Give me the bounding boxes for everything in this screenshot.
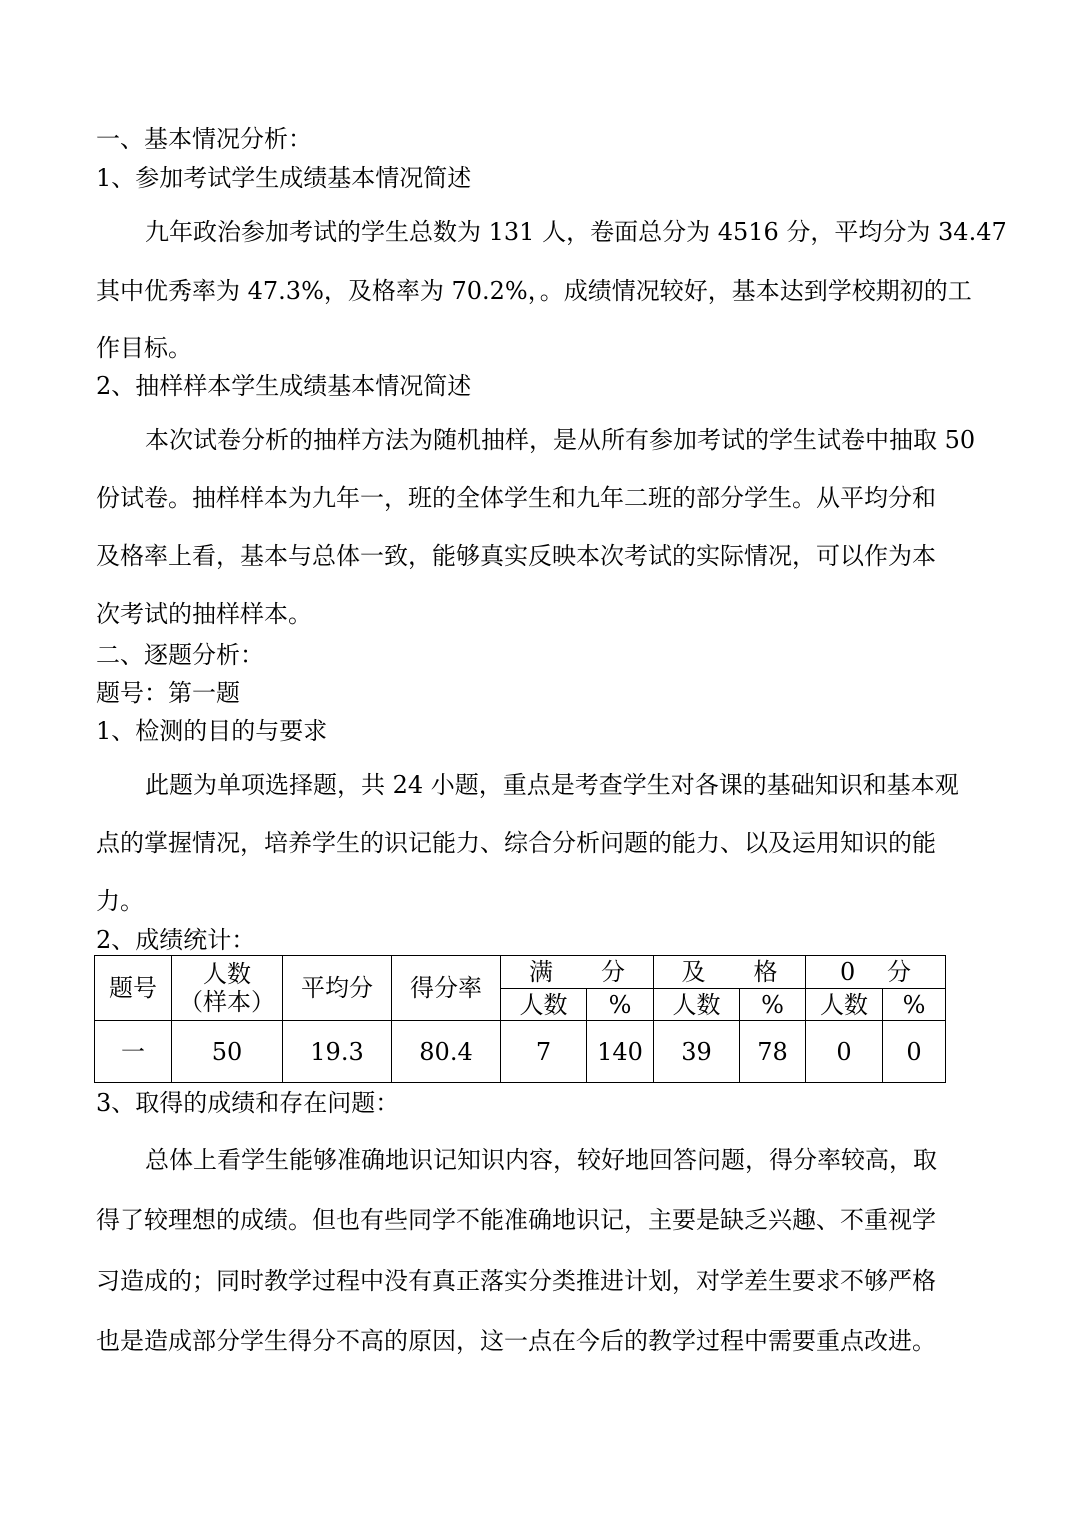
header-sample-line2: （样本） <box>179 988 275 1016</box>
section1-heading: 一、基本情况分析： <box>96 125 312 153</box>
question-label: 题号：第一题 <box>96 679 240 707</box>
cell-rate: 80.4 <box>392 1021 501 1083</box>
sub2-heading: 2、抽样样本学生成绩基本情况简述 <box>96 372 472 400</box>
header-sample-line1: 人数 <box>203 960 251 988</box>
paragraph-line: 总体上看学生能够准确地识记知识内容，较好地回答问题，得分率较高，取 <box>145 1146 937 1174</box>
header-avg: 平均分 <box>283 956 392 1021</box>
paragraph-line: 力。 <box>96 887 144 915</box>
header-question-no: 题号 <box>95 956 172 1021</box>
paragraph-line: 作目标。 <box>96 334 192 362</box>
header-rate: 得分率 <box>392 956 501 1021</box>
paragraph-line: 本次试卷分析的抽样方法为随机抽样，是从所有参加考试的学生试卷中抽取 50 <box>145 426 976 454</box>
header-full-count: 人数 <box>501 989 587 1021</box>
paragraph-line: 也是造成部分学生得分不高的原因，这一点在今后的教学过程中需要重点改进。 <box>96 1327 936 1355</box>
table-row <box>95 1021 946 1083</box>
header-sample <box>172 956 283 1021</box>
header-pass-pct: % <box>740 989 806 1021</box>
paragraph-line: 九年政治参加考试的学生总数为 131 人，卷面总分为 4516 分，平均分为 34.47 <box>145 218 1007 246</box>
header-zero-pct: % <box>883 989 946 1021</box>
section2-heading: 二、逐题分析： <box>96 641 264 669</box>
header-pass: 及 格 <box>654 956 806 989</box>
stats-heading: 2、成绩统计： <box>96 926 256 954</box>
header-zero-count: 人数 <box>806 989 883 1021</box>
cell-avg: 19.3 <box>283 1021 392 1083</box>
paragraph-line: 及格率上看，基本与总体一致，能够真实反映本次考试的实际情况，可以作为本 <box>96 542 936 570</box>
cell-full-pct: 140 <box>587 1021 654 1083</box>
paragraph-line: 得了较理想的成绩。但也有些同学不能准确地识记，主要是缺乏兴趣、不重视学 <box>96 1206 936 1234</box>
paragraph-line: 点的掌握情况，培养学生的识记能力、综合分析问题的能力、以及运用知识的能 <box>96 829 936 857</box>
cell-zero-count: 0 <box>806 1021 883 1083</box>
header-full: 满 分 <box>501 956 654 989</box>
cell-sample: 50 <box>172 1021 283 1083</box>
header-pass-count: 人数 <box>654 989 740 1021</box>
purpose-heading: 1、检测的目的与要求 <box>96 717 328 745</box>
paragraph-line: 份试卷。抽样样本为九年一，班的全体学生和九年二班的部分学生。从平均分和 <box>96 484 936 512</box>
cell-pass-count: 39 <box>654 1021 740 1083</box>
score-stats-table <box>94 955 946 1083</box>
paragraph-line: 习造成的；同时教学过程中没有真正落实分类推进计划，对学差生要求不够严格 <box>96 1267 936 1295</box>
paragraph-line: 次考试的抽样样本。 <box>96 600 312 628</box>
cell-pass-pct: 78 <box>740 1021 806 1083</box>
cell-question-no: 一 <box>95 1021 172 1083</box>
cell-zero-pct: 0 <box>883 1021 946 1083</box>
paragraph-line: 此题为单项选择题，共 24 小题，重点是考查学生对各课的基础知识和基本观 <box>145 771 959 799</box>
results-heading: 3、取得的成绩和存在问题： <box>96 1089 400 1117</box>
cell-full-count: 7 <box>501 1021 587 1083</box>
header-full-pct: % <box>587 989 654 1021</box>
paragraph-line: 其中优秀率为 47.3%，及格率为 70.2%，。成绩情况较好，基本达到学校期初的工 <box>96 277 972 305</box>
sub1-heading: 1、参加考试学生成绩基本情况简述 <box>96 164 472 192</box>
header-zero: 0 分 <box>806 956 946 989</box>
